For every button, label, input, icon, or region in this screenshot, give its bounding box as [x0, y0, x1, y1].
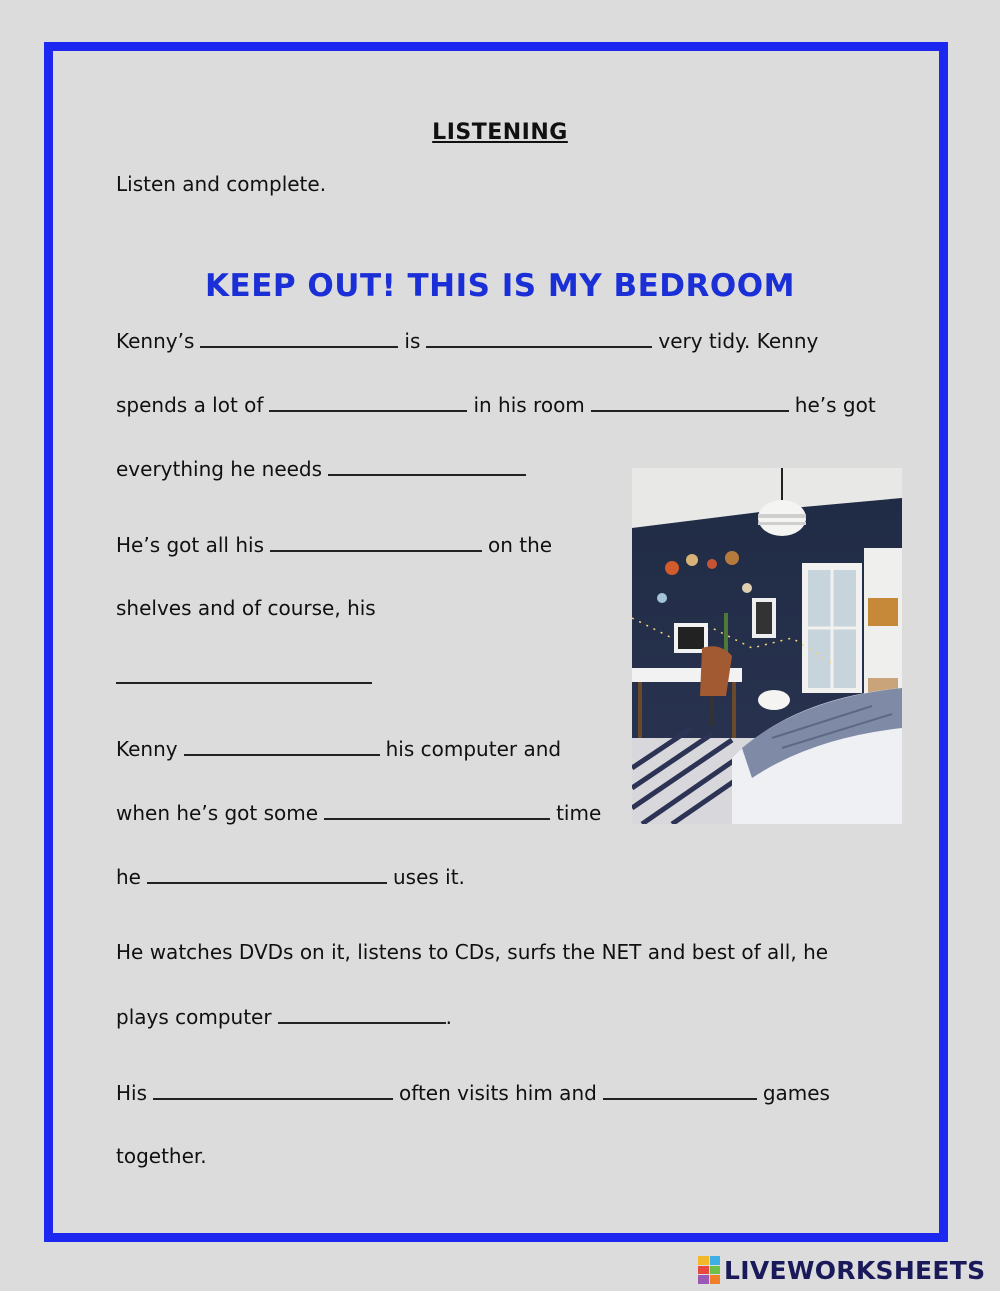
text-line-8: when he’s got some time: [116, 801, 602, 825]
answer-blank-7[interactable]: [116, 664, 372, 684]
section-heading: LISTENING: [432, 120, 568, 145]
text-line-10: He watches DVDs on it, listens to CDs, surfs the NET and best of all, he: [116, 940, 829, 964]
answer-blank-11[interactable]: [278, 1004, 446, 1024]
text-line-13: together.: [116, 1144, 207, 1168]
text-line-5: shelves and of course, his: [116, 596, 376, 620]
text-line-6: [116, 664, 378, 689]
text-line-9: he uses it.: [116, 865, 465, 889]
answer-blank-6[interactable]: [270, 532, 482, 552]
text-line-7: Kenny his computer and: [116, 737, 562, 761]
worksheet-title: KEEP OUT! THIS IS MY BEDROOM: [205, 268, 795, 304]
answer-blank-10[interactable]: [147, 864, 387, 884]
text-line-12: His often visits him and games: [116, 1081, 830, 1105]
text-line-1: Kenny’s is very tidy. Kenny: [116, 329, 819, 353]
brand-name: LIVEWORKSHEETS: [724, 1255, 986, 1285]
answer-blank-12[interactable]: [153, 1080, 393, 1100]
answer-blank-4[interactable]: [591, 392, 789, 412]
instruction-text: Listen and complete.: [116, 172, 327, 196]
text-line-3: everything he needs: [116, 456, 532, 481]
answer-blank-5[interactable]: [328, 456, 526, 476]
answer-blank-1[interactable]: [200, 328, 398, 348]
answer-blank-13[interactable]: [603, 1080, 757, 1100]
answer-blank-9[interactable]: [324, 800, 550, 820]
text-line-2: spends a lot of in his room he’s got: [116, 393, 876, 417]
liveworksheets-logo: [698, 1254, 985, 1286]
text-line-4: He’s got all his on the: [116, 533, 553, 557]
text-line-11: plays computer .: [116, 1005, 452, 1029]
bedroom-photo: [632, 468, 902, 824]
answer-blank-8[interactable]: [184, 736, 380, 756]
answer-blank-3[interactable]: [269, 392, 467, 412]
answer-blank-2[interactable]: [426, 328, 652, 348]
liveworksheets-logo-icon: [698, 1256, 720, 1284]
